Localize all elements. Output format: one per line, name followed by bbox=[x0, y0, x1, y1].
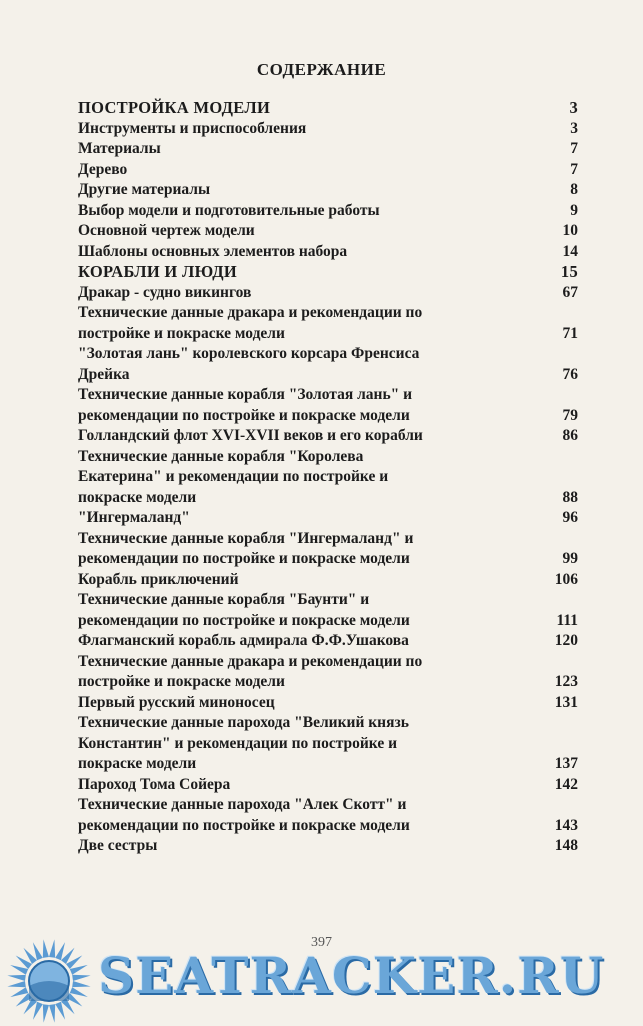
table-of-contents bbox=[78, 98, 578, 857]
toc-entry-line: Технические данные корабля "Ингермаланд" и bbox=[78, 529, 414, 547]
toc-entry-line: Две сестры bbox=[78, 837, 158, 854]
toc-entry bbox=[78, 652, 578, 693]
toc-entry-line: рекомендации по постройке и покраске модели bbox=[78, 406, 410, 424]
toc-entry bbox=[78, 590, 578, 631]
toc-entry-line: Дерево bbox=[78, 160, 128, 178]
toc-entry-page: 15 bbox=[560, 262, 578, 281]
toc-entry bbox=[78, 426, 578, 447]
sun-ray bbox=[70, 965, 88, 975]
toc-entry-line: Первый русский миноносец bbox=[78, 693, 275, 711]
toc-entry bbox=[78, 693, 578, 714]
toc-entry bbox=[78, 836, 578, 857]
page-number: 397 bbox=[311, 935, 332, 950]
toc-entry bbox=[78, 303, 578, 344]
toc-entry-line: Технические данные корабля "Золотая лань" и bbox=[78, 386, 413, 403]
toc-entry-page: 10 bbox=[562, 222, 578, 239]
toc-entry bbox=[78, 262, 578, 283]
toc-entry-line: Технические данные парохода "Великий князь bbox=[78, 714, 409, 731]
sun-logo-icon bbox=[4, 936, 94, 1026]
toc-entry-page: 79 bbox=[562, 406, 578, 424]
toc-entry-line: Дрейка bbox=[78, 365, 130, 383]
toc-entry-line: Технические данные дракара и рекомендации по bbox=[78, 652, 423, 670]
toc-entry bbox=[78, 119, 578, 140]
toc-entry bbox=[78, 570, 578, 591]
sun-ray bbox=[10, 965, 28, 975]
toc-entry-line: Константин" и рекомендации по постройке и bbox=[78, 734, 398, 752]
toc-entry-page: 143 bbox=[554, 816, 578, 834]
toc-entry-page: 137 bbox=[554, 755, 578, 772]
toc-entry-line: рекомендации по постройке и покраске модели bbox=[78, 611, 410, 629]
sun-ray bbox=[43, 939, 49, 957]
sun-ray bbox=[55, 942, 65, 960]
toc-entry-page: 7 bbox=[570, 160, 578, 178]
toc-entry-line: Екатерина" и рекомендации по постройке и bbox=[78, 468, 389, 485]
toc-entry bbox=[78, 98, 578, 119]
toc-entry-page: 111 bbox=[556, 611, 578, 629]
toc-entry bbox=[78, 242, 578, 263]
watermark-text: SEATRACKER.RU bbox=[98, 946, 605, 1005]
toc-entry-page: 7 bbox=[570, 140, 578, 157]
toc-entry-line: Дракар - судно викингов bbox=[78, 283, 252, 301]
toc-entry bbox=[78, 221, 578, 242]
toc-entry-line: Шаблоны основных элементов набора bbox=[78, 242, 348, 260]
sun-ray bbox=[72, 975, 90, 981]
toc-entry-page: 86 bbox=[562, 427, 578, 444]
toc-entry-page: 8 bbox=[570, 181, 578, 198]
toc-entry bbox=[78, 201, 578, 222]
sun-ray bbox=[33, 942, 43, 960]
sun-ray bbox=[72, 981, 90, 987]
toc-entry-line: Технические данные корабля "Баунти" и bbox=[78, 591, 370, 608]
toc-entry bbox=[78, 529, 578, 570]
toc-entry bbox=[78, 180, 578, 201]
toc-entry-page: 106 bbox=[554, 570, 578, 588]
toc-entry-line: покраске модели bbox=[78, 755, 197, 772]
toc-entry-line: "Ингермаланд" bbox=[78, 509, 190, 526]
toc-entry-line: Основной чертеж модели bbox=[78, 222, 255, 239]
toc-entry-page: 3 bbox=[569, 98, 578, 117]
toc-entry-page: 120 bbox=[554, 632, 578, 649]
toc-entry bbox=[78, 385, 578, 426]
toc-entry-page: 71 bbox=[562, 324, 578, 342]
toc-entry-page: 123 bbox=[554, 673, 578, 690]
toc-entry bbox=[78, 160, 578, 181]
sun-ray bbox=[55, 1002, 65, 1020]
toc-entry-page: 76 bbox=[562, 365, 578, 383]
toc-entry-page: 67 bbox=[562, 283, 578, 301]
toc-entry bbox=[78, 795, 578, 836]
toc-entry-line: Другие материалы bbox=[78, 181, 211, 198]
toc-entry-line: "Золотая лань" королевского корсара Френсиса bbox=[78, 345, 420, 362]
toc-entry-line: покраске модели bbox=[78, 488, 197, 506]
toc-entry-line: Технические данные корабля "Королева bbox=[78, 447, 364, 465]
toc-entry-line: Голландский флот XVI-XVII веков и его корабли bbox=[78, 427, 423, 444]
toc-entry-page: 99 bbox=[562, 550, 578, 567]
sun-ray bbox=[70, 987, 88, 997]
sun-ray bbox=[43, 1004, 49, 1022]
toc-entry-page: 96 bbox=[562, 509, 578, 526]
toc-entry-page: 3 bbox=[570, 119, 578, 137]
sun-ray bbox=[7, 981, 25, 987]
toc-entry-page: 88 bbox=[562, 488, 578, 506]
sun-ray bbox=[49, 939, 55, 957]
toc-entry-line: Флагманский корабль адмирала Ф.Ф.Ушакова bbox=[78, 632, 409, 649]
toc-entry-line: КОРАБЛИ И ЛЮДИ bbox=[78, 262, 238, 281]
toc-entry-page: 131 bbox=[554, 693, 578, 711]
watermark bbox=[0, 928, 643, 1024]
toc-entry-line: Инструменты и приспособления bbox=[78, 119, 307, 137]
toc-entry bbox=[78, 631, 578, 652]
toc-entry bbox=[78, 344, 578, 385]
toc-entry-page: 9 bbox=[570, 201, 578, 219]
toc-entry-line: рекомендации по постройке и покраске модели bbox=[78, 816, 410, 834]
toc-entry bbox=[78, 508, 578, 529]
toc-entry-line: Материалы bbox=[78, 140, 161, 157]
toc-entry-line: Пароход Тома Сойера bbox=[78, 775, 231, 793]
toc-entry-page: 14 bbox=[562, 242, 578, 260]
toc-entry bbox=[78, 139, 578, 160]
sun-ray bbox=[33, 1002, 43, 1020]
toc-entry-line: Технические данные парохода "Алек Скотт" и bbox=[78, 796, 407, 813]
toc-entry-page: 148 bbox=[554, 837, 578, 854]
toc-entry bbox=[78, 713, 578, 775]
toc-entry-line: Корабль приключений bbox=[78, 570, 239, 588]
toc-entry bbox=[78, 283, 578, 304]
sun-ray bbox=[49, 1004, 55, 1022]
sun-ray bbox=[10, 987, 28, 997]
toc-entry-line: Выбор модели и подготовительные работы bbox=[78, 201, 380, 219]
toc-entry-page: 142 bbox=[554, 775, 578, 793]
sun-ray bbox=[7, 975, 25, 981]
toc-entry-line: постройке и покраске модели bbox=[78, 324, 285, 342]
toc-entry-line: рекомендации по постройке и покраске модели bbox=[78, 550, 410, 567]
toc-entry-line: Технические данные дракара и рекомендации по bbox=[78, 304, 423, 321]
toc-entry-line: постройке и покраске модели bbox=[78, 673, 285, 690]
page-title: СОДЕРЖАНИЕ bbox=[256, 60, 387, 79]
toc-entry-line: ПОСТРОЙКА МОДЕЛИ bbox=[78, 98, 271, 117]
toc-entry bbox=[78, 775, 578, 796]
toc-entry bbox=[78, 447, 578, 509]
